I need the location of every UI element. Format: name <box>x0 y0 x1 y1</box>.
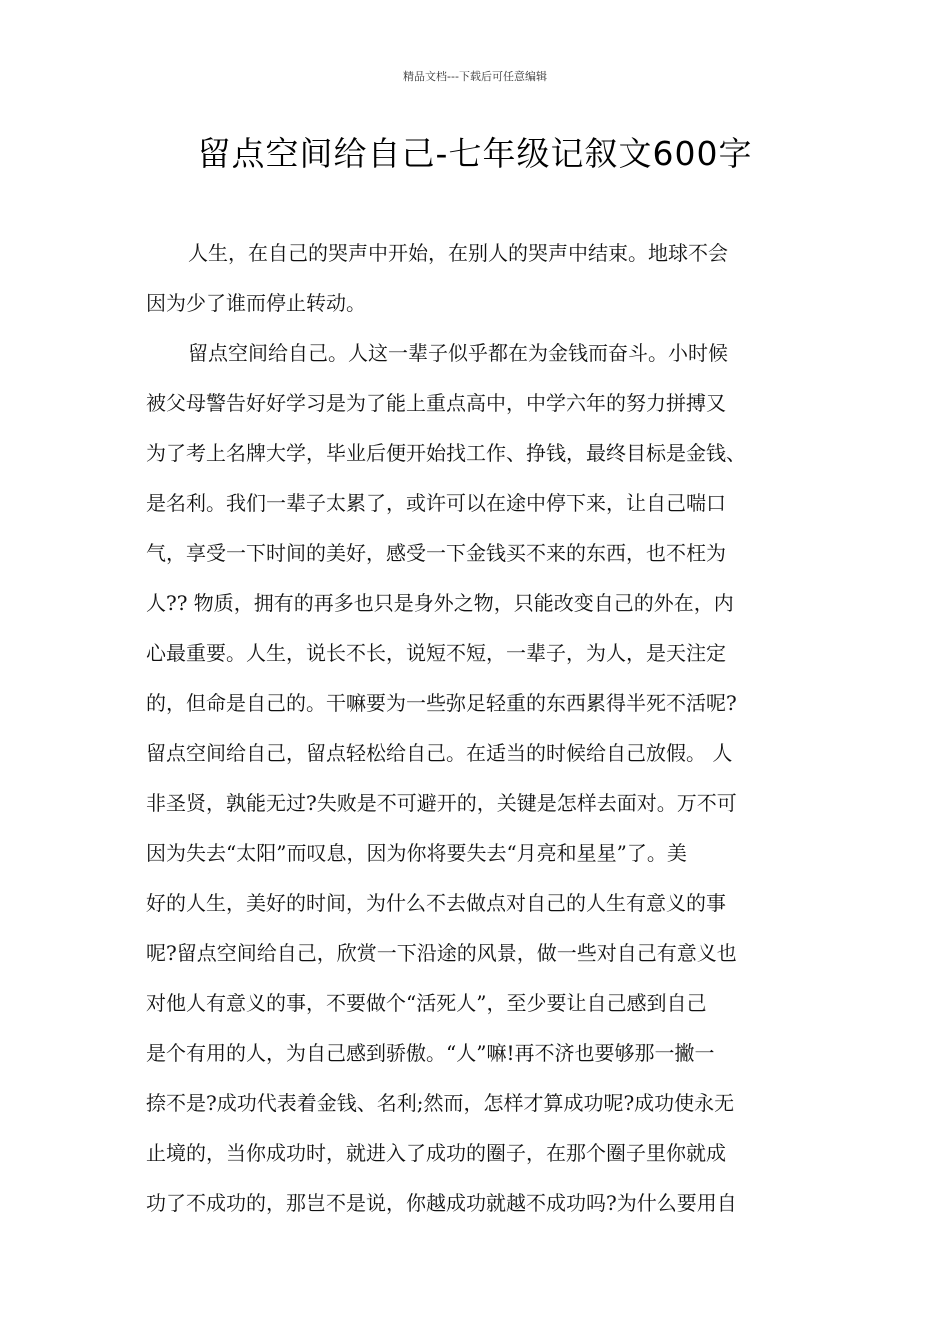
text-line: 的，但命是自己的。干嘛要为一些弥足轻重的东西累得半死不活呢? <box>146 691 737 715</box>
text-line: 心最重要。人生，说长不长，说短不短，一辈子，为人，是天注定 <box>146 641 726 665</box>
text-line: 因为少了谁而停止转动。 <box>146 291 366 315</box>
text-line: 捺不是?成功代表着金钱、名利;然而，怎样才算成功呢?成功使永无 <box>146 1091 735 1115</box>
text-line: 因为失去“太阳”而叹息，因为你将要失去“月亮和星星”了。美 <box>146 841 687 865</box>
text-line: 功了不成功的，那岂不是说，你越成功就越不成功吗?为什么要用自 <box>146 1191 737 1215</box>
text-line: 非圣贤，孰能无过?失败是不可避开的，关键是怎样去面对。万不可 <box>146 791 737 815</box>
text-line: 呢?留点空间给自己，欣赏一下沿途的风景，做一些对自己有意义也 <box>146 941 737 965</box>
paragraph-1 <box>146 228 816 328</box>
text-line: 留点空间给自己，留点轻松给自己。在适当的时候给自己放假。 人 <box>146 741 733 765</box>
text-line: 为了考上名牌大学，毕业后便开始找工作、挣钱，最终目标是金钱、 <box>146 441 746 465</box>
text-line: 对他人有意义的事，不要做个“活死人”，至少要让自己感到自己 <box>146 991 707 1015</box>
text-line: 人生，在自己的哭声中开始，在别人的哭声中结束。地球不会 <box>188 241 728 265</box>
text-line: 人?? 物质，拥有的再多也只是身外之物，只能改变自己的外在，内 <box>146 591 734 615</box>
text-line: 留点空间给自己。人这一辈子似乎都在为金钱而奋斗。小时候 <box>188 341 728 365</box>
text-line: 止境的，当你成功时，就进入了成功的圈子，在那个圈子里你就成 <box>146 1141 726 1165</box>
document-body <box>146 228 816 1228</box>
text-line: 好的人生，美好的时间，为什么不去做点对自己的人生有意义的事 <box>146 891 726 915</box>
text-line: 气，享受一下时间的美好，感受一下金钱买不来的东西，也不枉为 <box>146 541 726 565</box>
text-line: 被父母警告好好学习是为了能上重点高中，中学六年的努力拼搏又 <box>146 391 726 415</box>
text-line: 是名利。我们一辈子太累了，或许可以在途中停下来，让自己喘口 <box>146 491 726 515</box>
document-title: 留点空间给自己-七年级记叙文600字 <box>197 134 753 173</box>
header-note: 精品文档---下载后可任意编辑 <box>403 70 547 83</box>
text-line: 是个有用的人，为自己感到骄傲。“人”嘛!再不济也要够那一撇一 <box>146 1041 715 1065</box>
paragraph-2 <box>146 328 816 1228</box>
